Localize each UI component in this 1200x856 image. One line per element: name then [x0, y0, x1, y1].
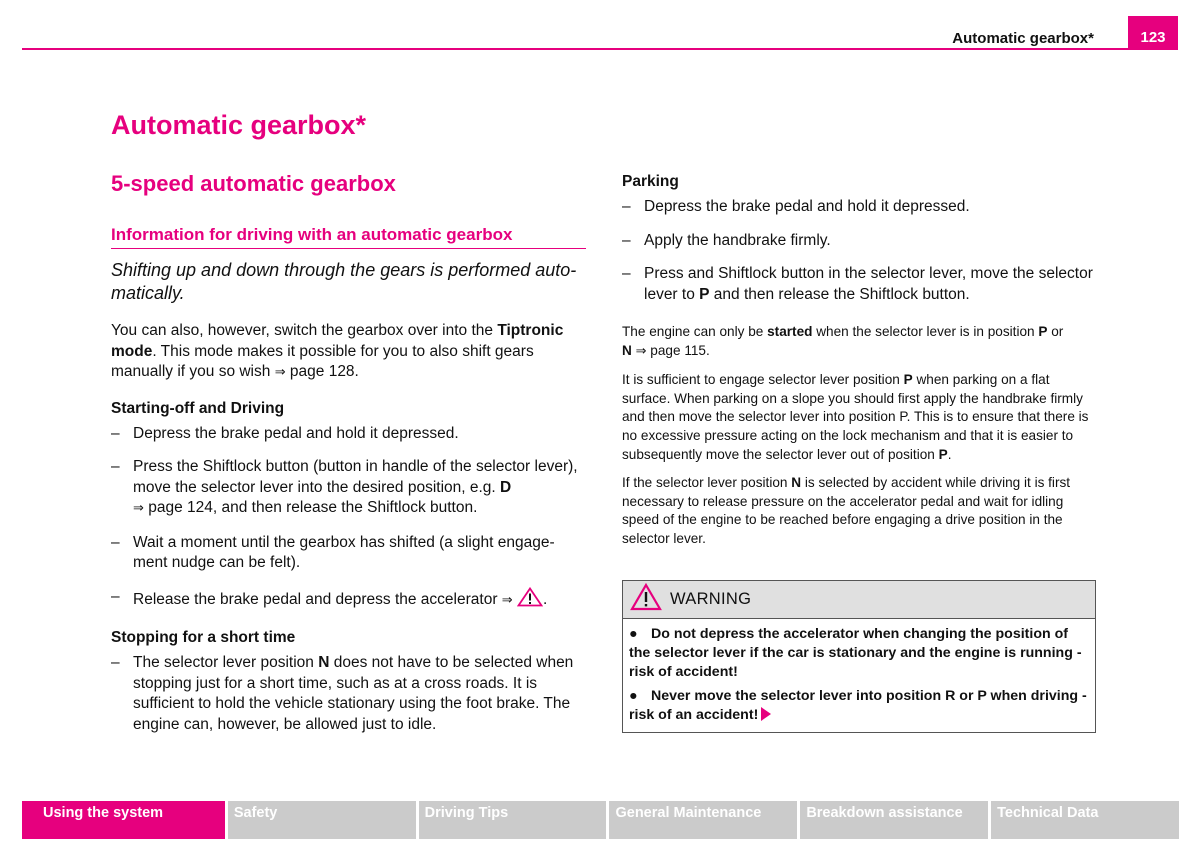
list-item: – Apply the handbrake firmly. [622, 231, 831, 249]
page-number: 123 [1128, 16, 1178, 50]
nav-tab-safety[interactable]: Safety [228, 801, 416, 839]
parking-notes [622, 323, 1096, 549]
header-rule [22, 48, 1178, 50]
nav-tab-general-maintenance[interactable]: General Maintenance [609, 801, 797, 839]
left-column [111, 108, 586, 735]
nav-tab-driving-tips[interactable]: Driving Tips [419, 801, 607, 839]
tiptronic-paragraph: You can also, however, switch the gearbox over into the Tiptronic mode. This mode makes it possible for you to also shift gears manually if you so wish ⇒ page 128. [111, 322, 564, 380]
note-neutral: If the selector lever position N is selected by accident while driving it is first necessary to release pressure on the accelerator pedal and wait for idling speed of the engine to be reached before engaging a drive position in the selector lever. [622, 475, 1071, 546]
warning-item: ● Do not depress the accelerator when changing the position of the selector lever if the car is stationary and the engine is running - risk of accident! [629, 626, 1082, 680]
page-ref-link[interactable]: page 115. [650, 342, 710, 358]
parking-steps [622, 197, 1096, 305]
nav-tab-technical-data[interactable]: Technical Data [991, 801, 1179, 839]
stopping-heading: Stopping for a short time [111, 629, 296, 646]
warning-body [623, 619, 1095, 732]
page-ref-link[interactable]: page 128. [289, 363, 359, 380]
running-title: Automatic gearbox* [952, 30, 1094, 47]
arrow-icon: ⇒ [501, 592, 513, 608]
warning-triangle-icon[interactable] [517, 587, 543, 614]
nav-tab-breakdown-assistance[interactable]: Breakdown assistance [800, 801, 988, 839]
starting-heading: Starting-off and Driving [111, 399, 285, 417]
right-column [622, 172, 1096, 549]
continue-arrow-icon [761, 707, 771, 721]
intro-text: Shifting up and down through the gears is performed auto-matically. [111, 260, 577, 303]
page-title: Automatic gearbox* [111, 110, 367, 140]
list-item: – Press and Shiftlock button in the selector lever, move the selector lever to P and then release the Shiftlock button. [622, 265, 1093, 303]
warning-item: ● Never move the selector lever into position R or P when driving - risk of an accident! [629, 688, 1087, 723]
arrow-icon: ⇒ [635, 343, 647, 359]
nav-tab-using-the-system[interactable]: Using the system [22, 801, 225, 839]
warning-header [623, 581, 1095, 619]
note-started: The engine can only be started when the selector lever is in position P or N ⇒ page 115. [622, 324, 1064, 359]
list-item: – Depress the brake pedal and hold it depressed. [111, 424, 459, 442]
section-title: 5-speed automatic gearbox [111, 171, 396, 196]
warning-box [622, 580, 1096, 733]
note-slope: It is sufficient to engage selector lever position P when parking on a flat surface. When parking on a slope you should first apply the handbrake firmly and then move the selector lever into position P. This is to ensure that there is no excessive pressure acting on the lock mechanism and that it is easier to subsequently move the selector lever out of position P. [622, 372, 1089, 462]
stopping-steps [111, 653, 586, 735]
list-item: – Wait a moment until the gearbox has shifted (a slight engage-ment nudge can be felt). [111, 533, 555, 571]
arrow-icon: ⇒ [274, 365, 286, 380]
list-item: – Depress the brake pedal and hold it depressed. [622, 198, 970, 215]
warning-title: WARNING [670, 590, 752, 608]
list-item: – The selector lever position N does not have to be selected when stopping just for a short time, such as at a cross roads. It is sufficient to hold the vehicle stationary using the foot brake. The engine can, however, be allowed just to idle. [111, 654, 574, 733]
list-item: – Release the brake pedal and depress the accelerator ⇒ . [111, 587, 586, 614]
warning-triangle-icon [630, 583, 662, 616]
starting-steps [111, 424, 586, 614]
parking-heading: Parking [622, 173, 679, 190]
arrow-icon: ⇒ [133, 501, 144, 516]
subsection-title: Information for driving with an automatic gearbox [111, 224, 586, 249]
chapter-nav [22, 801, 1179, 839]
list-item: – Press the Shiftlock button (button in handle of the selector lever), move the selector lever into the desired position, e.g. D ⇒ page 124, and then release the Shiftlock button. [111, 458, 578, 516]
page-ref-link[interactable]: page 124, and then release the Shiftlock button. [148, 499, 478, 516]
